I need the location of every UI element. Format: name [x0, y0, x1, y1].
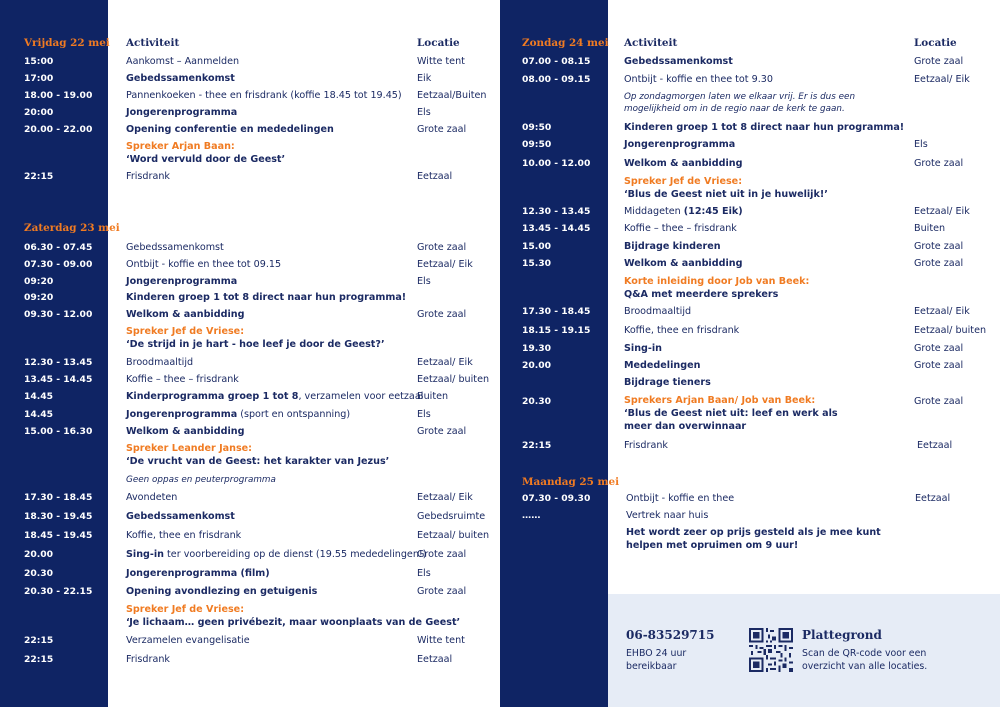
right-column: [500, 0, 1000, 707]
location: Grote zaal: [417, 426, 467, 437]
activity-bold: Jongerenprogramma: [126, 409, 238, 420]
activity: Broodmaaltijd: [126, 357, 194, 368]
activity: Gebedssamenkomst: [126, 511, 235, 522]
location: Eetzaal: [417, 654, 453, 665]
time: 09.30 - 12.00: [24, 309, 93, 320]
activity: Verzamelen evangelisatie: [126, 635, 250, 646]
location-header: Locatie: [914, 37, 957, 49]
location: Eetzaal/ Eik: [417, 357, 473, 368]
time: 18.00 - 19.00: [24, 90, 93, 101]
activity: [624, 205, 743, 219]
time: 22:15: [24, 171, 54, 182]
phone-note-line: EHBO 24 uur: [626, 648, 687, 659]
time: 20.00 - 22.00: [24, 124, 93, 135]
time: 14.45: [24, 409, 54, 420]
activity: [126, 548, 427, 562]
speaker-block: [624, 275, 809, 301]
time: 12.30 - 13.45: [522, 206, 591, 217]
time: 19.30: [522, 343, 552, 354]
activity: [126, 390, 423, 404]
activity: Sing-in: [624, 343, 662, 354]
schedule-row: [0, 491, 500, 505]
time: 15.30: [522, 258, 552, 269]
activity: Gebedssamenkomst: [624, 56, 733, 67]
schedule-row: [500, 138, 1000, 152]
schedule-row: [500, 324, 1000, 338]
time: 12.30 - 13.45: [24, 357, 93, 368]
activity: Ontbijt - koffie en thee tot 09.15: [126, 259, 282, 270]
activity: Jongerenprogramma (film): [126, 568, 270, 579]
time: 18.30 - 19.45: [24, 511, 93, 522]
schedule-row: [0, 170, 500, 184]
activity: Welkom & aanbidding: [624, 158, 743, 169]
schedule-row: [500, 205, 1000, 219]
activity: Kinderen groep 1 tot 8 direct naar hun programma!: [624, 122, 905, 133]
activity: Frisdrank: [126, 171, 170, 182]
location: Els: [914, 139, 928, 150]
activity: Bijdrage kinderen: [624, 241, 721, 252]
schedule-row: [0, 408, 500, 422]
location: Els: [417, 107, 431, 118]
location: Els: [417, 568, 431, 579]
activity: Vertrek naar huis: [626, 510, 709, 521]
location: Eetzaal/ Eik: [914, 74, 970, 85]
schedule-row: [0, 373, 500, 387]
time: 17.30 - 18.45: [522, 306, 591, 317]
schedule-row: [500, 359, 1000, 373]
location-header: Locatie: [417, 37, 460, 49]
speaker-block: [126, 603, 460, 629]
day-title-friday: Vrijdag 22 mei: [24, 37, 110, 49]
activity: Jongerenprogramma: [624, 139, 736, 150]
day-title-sunday: Zondag 24 mei: [522, 37, 609, 49]
schedule-row: [500, 376, 1000, 390]
day-title-saturday: Zaterdag 23 mei: [24, 222, 120, 234]
talk-title: ‘Blus de Geest niet uit in je huwelijk!’: [624, 189, 828, 200]
speaker-name: Sprekers Arjan Baan/ Job van Beek:: [624, 395, 816, 406]
speaker-block: [624, 394, 838, 433]
schedule-row: [0, 275, 500, 289]
activity-header: Activiteit: [126, 37, 180, 49]
location: Grote zaal: [417, 309, 467, 320]
location: Grote zaal: [417, 549, 467, 560]
schedule-row: [0, 356, 500, 370]
location: Eetzaal/ buiten: [417, 374, 490, 385]
activity: Gebedssamenkomst: [126, 73, 235, 84]
activity: Broodmaaltijd: [624, 306, 692, 317]
location: Witte tent: [417, 635, 465, 646]
schedule-row: [500, 222, 1000, 236]
time: 13.45 - 14.45: [24, 374, 93, 385]
schedule-row: [0, 390, 500, 404]
schedule-row: [0, 72, 500, 86]
time: 22:15: [522, 440, 552, 451]
activity: Koffie – thee – frisdrank: [624, 223, 737, 234]
time: 15.00 - 16.30: [24, 426, 93, 437]
activity: Mededelingen: [624, 360, 701, 371]
activity: Koffie – thee – frisdrank: [126, 374, 239, 385]
location: Els: [417, 409, 431, 420]
time: 14.45: [24, 391, 54, 402]
location: Grote zaal: [914, 158, 964, 169]
time: 09:20: [24, 292, 54, 303]
map-note-line: Scan de QR-code voor een: [802, 648, 927, 659]
schedule-row: [500, 157, 1000, 171]
activity-bold: Kinderprogramma groep 1 tot 8: [126, 391, 299, 402]
schedule-row: [0, 510, 500, 524]
schedule-row: [500, 257, 1000, 271]
talk-title: ‘Je lichaam… geen privébezit, maar woonplaats van de Geest’: [126, 617, 461, 628]
time: 17:00: [24, 73, 54, 84]
location: Eetzaal/ buiten: [417, 530, 490, 541]
phone-note-line: bereikbaar: [626, 661, 677, 672]
activity: Welkom & aanbidding: [126, 309, 245, 320]
activity-bold: (12:45 Eik): [683, 206, 743, 217]
location: Gebedsruimte: [417, 511, 486, 522]
location: Witte tent: [417, 56, 465, 67]
activity: Kinderen groep 1 tot 8 direct naar hun programma!: [126, 292, 407, 303]
schedule-row: [0, 567, 500, 581]
activity-rest: , verzamelen voor eetzaal: [298, 391, 424, 402]
talk-title: Q&A met meerdere sprekers: [624, 289, 779, 300]
time: 18.15 - 19.15: [522, 325, 591, 336]
location: Eetzaal: [917, 440, 953, 451]
speaker-block: [126, 325, 385, 351]
location: Grote zaal: [914, 396, 964, 407]
schedule-row: [500, 342, 1000, 356]
time: 09:50: [522, 122, 552, 133]
location: Eetzaal: [417, 171, 453, 182]
activity: Welkom & aanbidding: [624, 258, 743, 269]
note-line: Op zondagmorgen laten we elkaar vrij. Er is dus een: [624, 92, 856, 102]
schedule-row: [0, 123, 500, 137]
time: 20.30: [522, 396, 552, 407]
time: 07.30 - 09.00: [24, 259, 93, 270]
schedule-row: [0, 425, 500, 439]
closing-line: helpen met opruimen om 9 uur!: [626, 540, 799, 551]
activity: Frisdrank: [126, 654, 170, 665]
activity: Koffie, thee en frisdrank: [624, 325, 740, 336]
time: 20.00: [24, 549, 54, 560]
location: Grote zaal: [914, 258, 964, 269]
location: Buiten: [417, 391, 449, 402]
schedule-row: [0, 653, 500, 667]
activity: Pannenkoeken - thee en frisdrank (koffie 18.45 tot 19.45): [126, 90, 402, 101]
activity: Bijdrage tieners: [624, 377, 711, 388]
location: Eetzaal/ Eik: [417, 259, 473, 270]
note: Geen oppas en peuterprogramma: [126, 475, 276, 485]
location: Grote zaal: [417, 586, 467, 597]
schedule-row: [0, 258, 500, 272]
location: Eetzaal: [915, 493, 951, 504]
activity: Jongerenprogramma: [126, 276, 238, 287]
activity: Jongerenprogramma: [126, 107, 238, 118]
time: 09:50: [522, 139, 552, 150]
time: 18.45 - 19.45: [24, 530, 93, 541]
phone-note: [626, 647, 686, 673]
location: Els: [417, 276, 431, 287]
schedule-row: [0, 55, 500, 69]
map-title: Plattegrond: [802, 628, 882, 642]
schedule-row: [500, 492, 1000, 506]
time: 17.30 - 18.45: [24, 492, 93, 503]
time: 22:15: [24, 654, 54, 665]
schedule-row: [0, 634, 500, 648]
activity: Gebedssamenkomst: [126, 242, 224, 253]
activity: [126, 408, 350, 422]
schedule-row: [500, 73, 1000, 87]
schedule-row: [0, 585, 500, 599]
time: 13.45 - 14.45: [522, 223, 591, 234]
schedule-row: [500, 55, 1000, 69]
time: 08.00 - 09.15: [522, 74, 591, 85]
activity: Koffie, thee en frisdrank: [126, 530, 242, 541]
location: Grote zaal: [914, 56, 964, 67]
schedule-row: [500, 305, 1000, 319]
location: Grote zaal: [914, 360, 964, 371]
activity: Ontbijt - koffie en thee: [626, 493, 735, 504]
schedule-row: [500, 509, 1000, 523]
time: 15:00: [24, 56, 54, 67]
time: 06.30 - 07.45: [24, 242, 93, 253]
day-title-monday: Maandag 25 mei: [522, 476, 620, 488]
speaker-name: Spreker Jef de Vriese:: [126, 604, 245, 615]
time: 15.00: [522, 241, 552, 252]
time: 20.00: [522, 360, 552, 371]
time: 22:15: [24, 635, 54, 646]
location: Grote zaal: [914, 241, 964, 252]
schedule-row: [0, 106, 500, 120]
activity: Ontbijt - koffie en thee tot 9.30: [624, 74, 773, 85]
activity-rest: ter voorbereiding op de dienst (19.55 mededelingen!): [164, 549, 427, 560]
schedule-row: [500, 439, 1000, 453]
activity-text: Middageten: [624, 206, 684, 217]
speaker-block: [126, 442, 389, 468]
location: Eik: [417, 73, 432, 84]
time: 09:20: [24, 276, 54, 287]
speaker-block: [126, 140, 285, 166]
location: Eetzaal/ Eik: [914, 306, 970, 317]
activity-header: Activiteit: [624, 37, 678, 49]
time: 20.30: [24, 568, 54, 579]
note-line: mogelijkheid om in de regio naar de kerk te gaan.: [624, 104, 845, 114]
location: Eetzaal/ Eik: [914, 206, 970, 217]
location: Grote zaal: [417, 124, 467, 135]
time: ……: [522, 510, 541, 521]
activity: Welkom & aanbidding: [126, 426, 245, 437]
speaker-name: Spreker Leander Janse:: [126, 443, 253, 454]
schedule-row: [0, 529, 500, 543]
time: 07.00 - 08.15: [522, 56, 591, 67]
talk-title: ‘De strijd in je hart - hoe leef je door de Geest?’: [126, 339, 385, 350]
speaker-name: Spreker Jef de Vriese:: [624, 176, 743, 187]
talk-title: meer dan overwinnaar: [624, 421, 747, 432]
activity-bold: Sing-in: [126, 549, 164, 560]
closing-note: [626, 526, 881, 552]
emergency-phone: 06-83529715: [626, 628, 715, 642]
map-note: [802, 647, 927, 673]
location: Grote zaal: [914, 343, 964, 354]
speaker-name: Korte inleiding door Job van Beek:: [624, 276, 810, 287]
closing-line: Het wordt zeer op prijs gesteld als je mee kunt: [626, 527, 881, 538]
schedule-row: [0, 241, 500, 255]
activity-rest: (sport en ontspanning): [237, 409, 351, 420]
schedule-row: [0, 308, 500, 322]
time: 07.30 - 09.30: [522, 493, 591, 504]
activity: Avondeten: [126, 492, 178, 503]
location: Grote zaal: [417, 242, 467, 253]
talk-title: ‘De vrucht van de Geest: het karakter van Jezus’: [126, 456, 390, 467]
talk-title: ‘Blus de Geest niet uit: leef en werk als: [624, 408, 838, 419]
time: 20:00: [24, 107, 54, 118]
map-note-line: overzicht van alle locaties.: [802, 661, 928, 672]
speaker-name: Spreker Arjan Baan:: [126, 141, 235, 152]
schedule-row: [500, 240, 1000, 254]
location: Eetzaal/ Eik: [417, 492, 473, 503]
location: Eetzaal/ buiten: [914, 325, 987, 336]
qr-code-icon[interactable]: [749, 628, 793, 672]
activity: Aankomst – Aanmelden: [126, 56, 240, 67]
schedule-row: [0, 89, 500, 103]
location: Eetzaal/Buiten: [417, 90, 487, 101]
talk-title: ‘Word vervuld door de Geest’: [126, 154, 286, 165]
schedule-row: [0, 548, 500, 562]
activity: Frisdrank: [624, 440, 668, 451]
schedule-row: [500, 121, 1000, 135]
time: 20.30 - 22.15: [24, 586, 93, 597]
activity: Opening avondlezing en getuigenis: [126, 586, 318, 597]
sunday-note: [624, 91, 855, 115]
time: 10.00 - 12.00: [522, 158, 591, 169]
speaker-block: [624, 175, 828, 201]
location: Buiten: [914, 223, 946, 234]
speaker-name: Spreker Jef de Vriese:: [126, 326, 245, 337]
schedule-row: [0, 291, 500, 305]
activity: Opening conferentie en mededelingen: [126, 124, 334, 135]
